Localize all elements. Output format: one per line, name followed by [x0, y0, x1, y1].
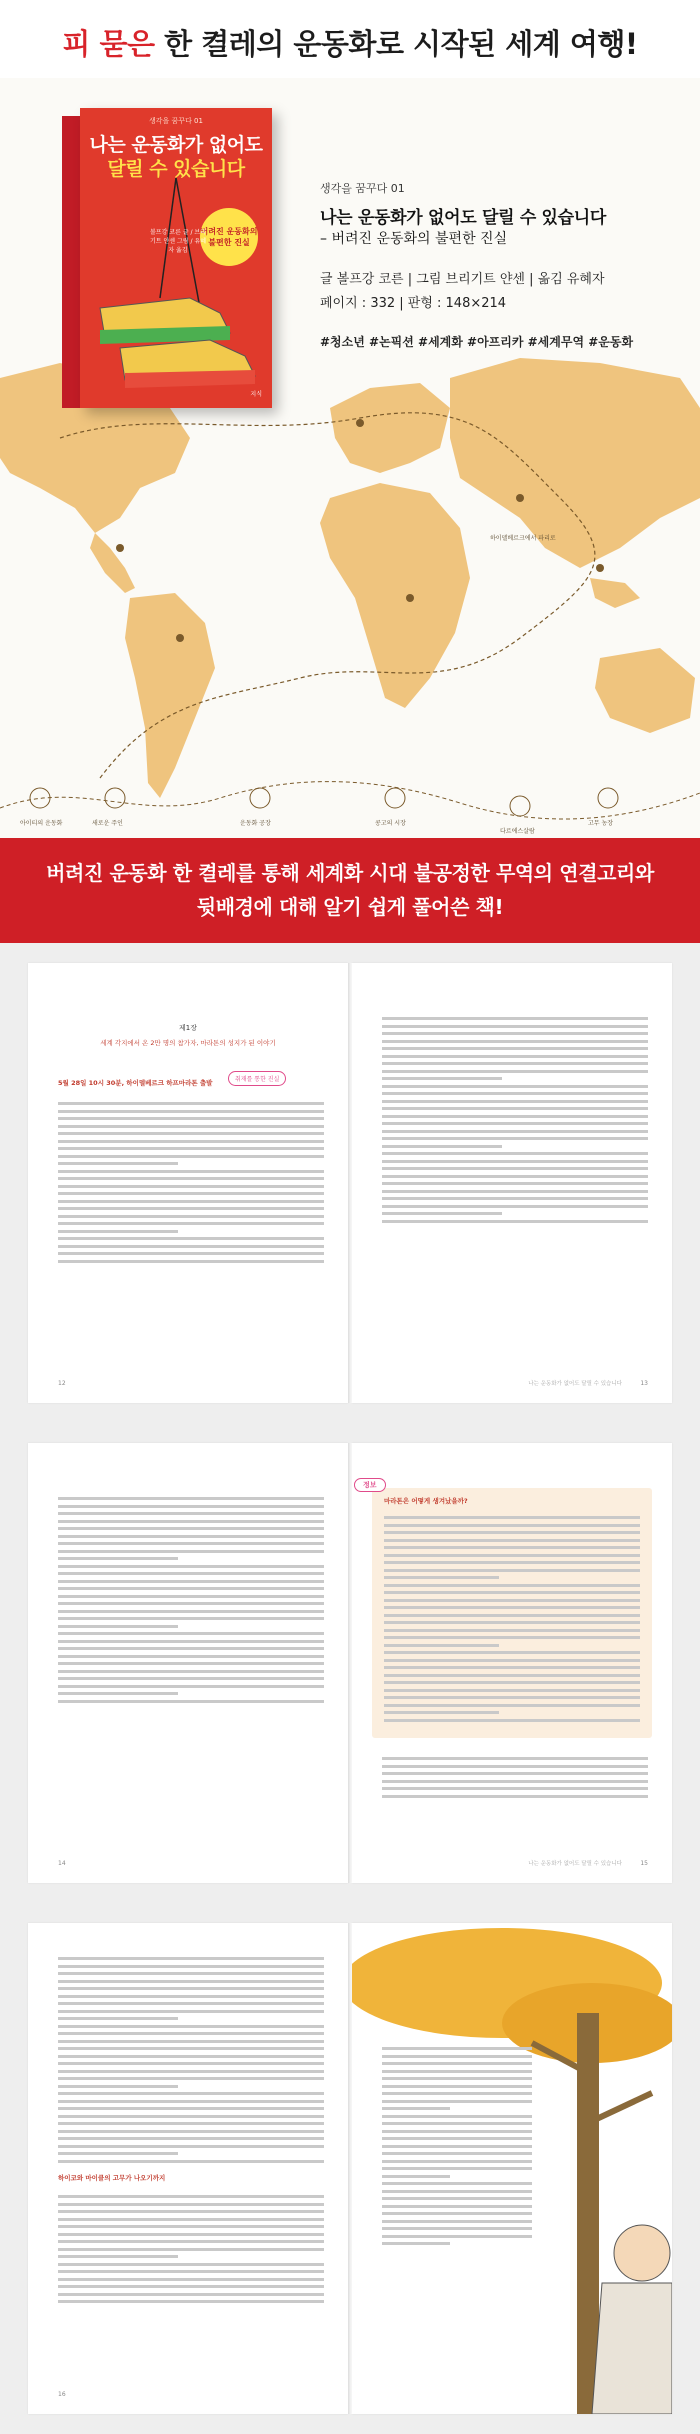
cover-credit: 볼프강 코른 글 / 브리기트 얀센 그림 / 유혜자 옮김 — [149, 229, 207, 254]
text-line — [58, 1192, 324, 1195]
text-line — [58, 1595, 324, 1598]
cover-title-line2: 달릴 수 있습니다 — [107, 158, 245, 180]
text-line — [384, 1651, 640, 1654]
text-line — [384, 1539, 640, 1542]
text-line — [384, 1666, 640, 1669]
cover-series: 생각을 꿈꾸다 01 — [149, 117, 203, 125]
text-line — [58, 1505, 324, 1508]
text-line — [382, 1025, 648, 1028]
text-line — [382, 2182, 532, 2185]
text-line — [58, 2122, 324, 2125]
book-cover — [62, 108, 272, 408]
text-line — [382, 2190, 532, 2193]
text-line — [58, 1557, 178, 1560]
text-line — [58, 2152, 178, 2155]
text-line — [58, 2055, 324, 2058]
text-line — [382, 2205, 532, 2208]
text-line — [382, 1205, 648, 1208]
text-line — [384, 1576, 499, 1579]
text-line — [58, 1972, 324, 1975]
text-line — [382, 1772, 648, 1775]
text-line — [382, 2242, 450, 2245]
text-line — [58, 1520, 324, 1523]
section-heading: 5월 28일 10시 30분, 하이델베르크 하프마라톤 출발 — [58, 1079, 213, 1087]
text-line — [382, 1130, 648, 1133]
text-line — [382, 1077, 502, 1080]
chapter-title: 세계 각지에서 온 2만 명의 참가자, 마라톤의 성지가 된 이야기 — [100, 1039, 276, 1047]
text-line — [58, 1162, 178, 1165]
text-line — [58, 1677, 324, 1680]
text-line — [382, 1795, 648, 1798]
text-line — [384, 1681, 640, 1684]
text-line — [58, 1565, 324, 1568]
book-title: 나는 운동화가 없어도 달릴 수 있습니다 — [320, 208, 607, 228]
text-line — [382, 2227, 532, 2230]
text-line — [58, 2062, 324, 2065]
text-line — [58, 1177, 324, 1180]
text-line — [382, 1167, 648, 1170]
text-line — [58, 1572, 324, 1575]
text-line — [58, 1617, 324, 1620]
text-line — [384, 1606, 640, 1609]
text-line — [58, 2210, 324, 2213]
text-line — [382, 1092, 648, 1095]
text-line — [58, 2293, 324, 2296]
text-line — [58, 2255, 178, 2258]
text-line — [382, 1115, 648, 1118]
text-line — [382, 1757, 648, 1760]
text-line — [58, 1995, 324, 1998]
text-line — [384, 1524, 640, 1527]
text-line — [384, 1569, 640, 1572]
map-label: 운동화 공장 — [240, 820, 271, 827]
text-line — [58, 1625, 178, 1628]
text-line — [58, 2070, 324, 2073]
info-text — [384, 1512, 640, 1726]
text-line — [58, 2203, 324, 2206]
text-line — [58, 1207, 324, 1210]
sample-spread-3 — [0, 1903, 700, 2434]
text-line — [58, 1580, 324, 1583]
text-line — [382, 2160, 532, 2163]
map-label: 하이델베르크에서 파리로 — [490, 535, 556, 542]
text-line — [382, 2107, 450, 2110]
sample-spread-1 — [0, 943, 700, 1423]
text-line — [58, 2285, 324, 2288]
sample-spread-2 — [0, 1423, 700, 1903]
text-line — [58, 1102, 324, 1105]
text-line — [58, 1542, 324, 1545]
text-line — [58, 2040, 324, 2043]
text-line — [58, 1610, 324, 1613]
body-text — [382, 1013, 648, 1227]
text-line — [58, 2115, 324, 2118]
text-line — [384, 1644, 499, 1647]
text-line — [58, 2017, 178, 2020]
text-line — [384, 1711, 499, 1714]
page-number: 12 — [58, 1380, 66, 1387]
text-line — [384, 1621, 640, 1624]
text-line — [58, 1237, 324, 1240]
text-line — [58, 1147, 324, 1150]
text-line — [58, 2240, 324, 2243]
body-text — [58, 1493, 324, 1707]
text-line — [58, 1155, 324, 1158]
text-line — [382, 1787, 648, 1790]
text-line — [382, 2212, 532, 2215]
text-line — [382, 2062, 532, 2065]
text-line — [382, 2152, 532, 2155]
text-line — [384, 1689, 640, 1692]
text-line — [58, 1965, 324, 1968]
note-sticker: 취재를 통한 진실 — [228, 1071, 286, 1086]
text-line — [58, 2278, 324, 2281]
text-line — [58, 1700, 324, 1703]
body-text — [58, 1098, 324, 1267]
text-line — [58, 1215, 324, 1218]
text-line — [58, 1245, 324, 1248]
text-line — [58, 2300, 324, 2303]
page-number: 15 — [640, 1860, 648, 1867]
text-line — [58, 2107, 324, 2110]
text-line — [58, 2025, 324, 2028]
text-line — [382, 1032, 648, 1035]
text-line — [382, 2235, 532, 2238]
text-line — [384, 1614, 640, 1617]
text-line — [382, 1190, 648, 1193]
text-line — [58, 1980, 324, 1983]
text-line — [382, 1182, 648, 1185]
text-line — [384, 1659, 640, 1662]
text-line — [58, 1132, 324, 1135]
text-line — [382, 1047, 648, 1050]
text-line — [382, 1040, 648, 1043]
text-line — [382, 1780, 648, 1783]
text-line — [382, 2092, 532, 2095]
text-line — [58, 1685, 324, 1688]
running-title: 나는 운동화가 없어도 달릴 수 있습니다 — [528, 1861, 622, 1867]
text-line — [58, 2270, 324, 2273]
map-label: 콩고의 시장 — [375, 820, 406, 827]
text-line — [58, 1512, 324, 1515]
text-line — [382, 2077, 532, 2080]
text-line — [58, 1550, 324, 1553]
info-tab: 정보 — [354, 1478, 386, 1492]
section-heading: 하이코와 마이클의 고무가 나오기까지 — [58, 2174, 166, 2182]
body-text — [382, 1753, 648, 1802]
text-line — [382, 1160, 648, 1163]
book-tags: #청소년 #논픽션 #세계화 #아프리카 #세계무역 #운동화 — [320, 335, 634, 349]
text-line — [58, 1110, 324, 1113]
body-text — [58, 1953, 324, 2167]
text-line — [382, 1212, 502, 1215]
text-line — [384, 1696, 640, 1699]
text-line — [382, 2047, 532, 2050]
text-line — [58, 2248, 324, 2251]
text-line — [382, 2220, 532, 2223]
text-line — [382, 2070, 532, 2073]
text-line — [382, 1152, 648, 1155]
map-label: 고무 농장 — [588, 820, 614, 827]
text-line — [382, 1070, 648, 1073]
text-line — [382, 1100, 648, 1103]
banner-line2: 뒷배경에 대해 알기 쉽게 풀어쓴 책! — [196, 895, 504, 919]
banner-line1: 버려진 운동화 한 켤레를 통해 세계화 시대 불공정한 무역의 연결고리와 — [46, 861, 654, 885]
text-line — [58, 2077, 324, 2080]
text-line — [58, 1987, 324, 1990]
page-right — [352, 963, 672, 1403]
text-line — [58, 2137, 324, 2140]
text-line — [382, 2055, 532, 2058]
text-line — [382, 1055, 648, 1058]
text-line — [382, 1107, 648, 1110]
text-line — [58, 1260, 324, 1263]
book-front-cover — [80, 108, 272, 408]
page-left — [28, 1443, 348, 1883]
text-line — [382, 1175, 648, 1178]
text-line — [58, 1692, 178, 1695]
text-line — [58, 2032, 324, 2035]
text-line — [382, 1122, 648, 1125]
headline-rest: 한 켤레의 운동화로 시작된 세계 여행! — [164, 27, 638, 61]
text-line — [58, 1602, 324, 1605]
book-spine — [62, 116, 80, 408]
text-line — [58, 1655, 324, 1658]
text-line — [382, 2175, 450, 2178]
text-line — [382, 2145, 532, 2148]
text-line — [58, 1230, 178, 1233]
book-subtitle: – 버려진 운동화의 불편한 진실 — [320, 231, 508, 247]
text-line — [58, 2160, 324, 2163]
text-line — [384, 1636, 640, 1639]
text-line — [58, 1647, 324, 1650]
text-line — [58, 2263, 324, 2266]
text-line — [384, 1629, 640, 1632]
text-line — [58, 2130, 324, 2133]
text-line — [384, 1516, 640, 1519]
text-line — [382, 2137, 532, 2140]
page-right — [352, 1443, 672, 1883]
text-line — [58, 2092, 324, 2095]
text-line — [58, 1185, 324, 1188]
text-line — [382, 1062, 648, 1065]
text-line — [384, 1591, 640, 1594]
text-line — [58, 1497, 324, 1500]
text-line — [58, 1527, 324, 1530]
info-box — [363, 1481, 652, 1738]
text-line — [58, 2195, 324, 2198]
text-line — [382, 2122, 532, 2125]
text-line — [382, 2115, 532, 2118]
text-line — [382, 1765, 648, 1768]
headline-accent: 피 묻은 — [62, 27, 155, 61]
body-text — [58, 2191, 324, 2308]
page-number: 16 — [58, 2391, 66, 2398]
text-line — [384, 1554, 640, 1557]
text-line — [384, 1561, 640, 1564]
text-line — [382, 1085, 648, 1088]
promo-headline — [0, 22, 700, 63]
page-number: 14 — [58, 1860, 66, 1867]
text-line — [382, 2167, 532, 2170]
map-label: 새로운 주인 — [92, 820, 123, 827]
text-line — [382, 2100, 532, 2103]
cover-title-line1: 나는 운동화가 없어도 — [89, 134, 263, 156]
map-label: 아이티의 운동화 — [20, 820, 63, 827]
text-line — [58, 1632, 324, 1635]
text-line — [382, 1145, 502, 1148]
text-line — [384, 1584, 640, 1587]
running-title: 나는 운동화가 없어도 달릴 수 있습니다 — [528, 1381, 622, 1387]
text-line — [58, 2085, 178, 2088]
text-line — [58, 1222, 324, 1225]
text-line — [384, 1531, 640, 1534]
text-line — [58, 1140, 324, 1143]
promo-banner — [0, 838, 700, 943]
text-line — [58, 2145, 324, 2148]
page-left — [28, 963, 348, 1403]
text-line — [58, 2002, 324, 2005]
book-credits: 글 볼프강 코른 | 그림 브리기트 얀센 | 옮김 유혜자 — [320, 272, 605, 287]
text-line — [382, 2130, 532, 2133]
text-line — [58, 1640, 324, 1643]
text-line — [58, 1957, 324, 1960]
text-line — [384, 1674, 640, 1677]
chapter-label: 제1장 — [179, 1024, 197, 1032]
text-line — [58, 1662, 324, 1665]
page-left — [28, 1923, 348, 2414]
text-line — [58, 1117, 324, 1120]
text-line — [58, 2218, 324, 2221]
text-line — [58, 2010, 324, 2013]
page-number: 13 — [640, 1380, 648, 1387]
text-line — [58, 2233, 324, 2236]
book-specs: 페이지 : 332 | 판형 : 148×214 — [320, 296, 507, 311]
text-line — [384, 1599, 640, 1602]
text-line — [58, 1587, 324, 1590]
page-right — [352, 1923, 672, 2414]
text-line — [58, 1670, 324, 1673]
info-heading: 마라톤은 어떻게 생겨났을까? — [384, 1497, 468, 1505]
text-line — [58, 2100, 324, 2103]
text-line — [382, 1197, 648, 1200]
text-line — [58, 2047, 324, 2050]
text-line — [384, 1546, 640, 1549]
text-line — [58, 2225, 324, 2228]
text-line — [58, 1125, 324, 1128]
book-series: 생각을 꿈꾸다 01 — [320, 182, 405, 195]
text-line — [382, 1017, 648, 1020]
text-line — [58, 1200, 324, 1203]
text-line — [58, 1535, 324, 1538]
text-line — [58, 1170, 324, 1173]
cover-badge: 버려진 운동화의 불편한 진실 — [200, 208, 258, 266]
text-line — [382, 2197, 532, 2200]
text-line — [58, 1252, 324, 1255]
text-line — [382, 1137, 648, 1140]
text-line — [384, 1704, 640, 1707]
map-label: 다르에스살람 — [500, 828, 535, 835]
hero-map-section — [0, 78, 700, 838]
text-line — [382, 2085, 532, 2088]
publisher-logo: 지식 — [250, 391, 262, 398]
text-line — [384, 1719, 640, 1722]
text-line — [382, 1220, 648, 1223]
body-text — [382, 2043, 532, 2250]
